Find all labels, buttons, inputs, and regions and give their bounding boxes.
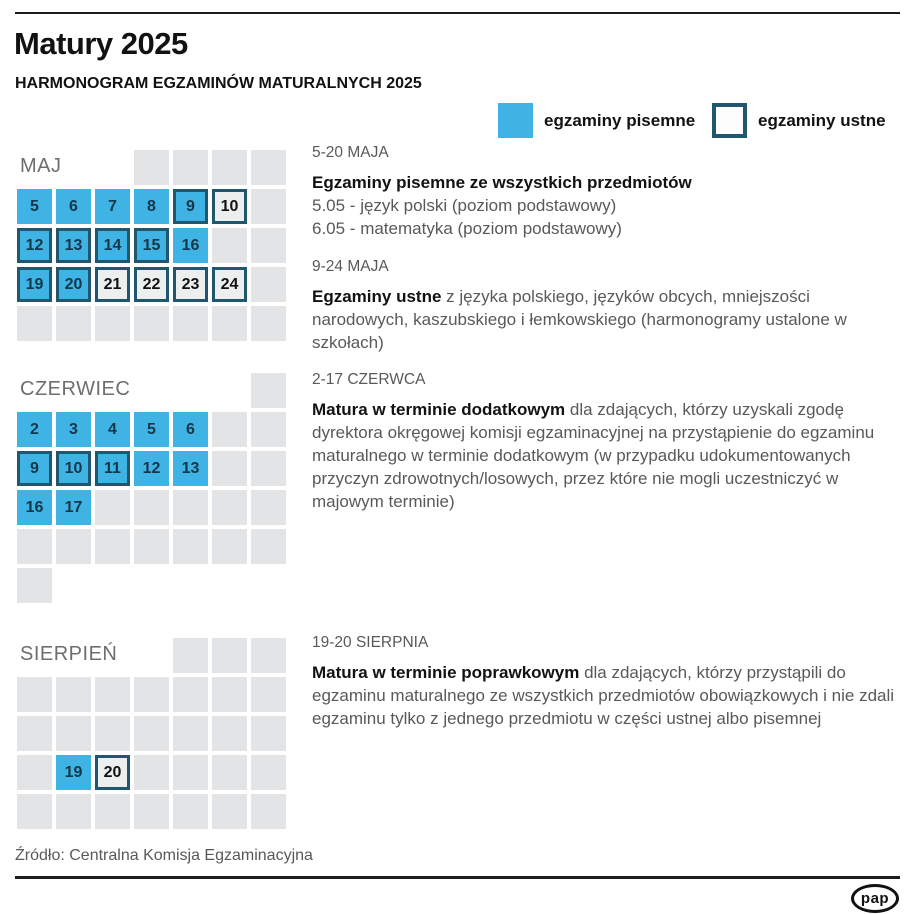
day-cell-czerwiec-13: 13 [173, 451, 208, 486]
day-cell-sierpien-19: 19 [56, 755, 91, 790]
empty-day-cell [173, 755, 208, 790]
empty-day-cell [212, 794, 247, 829]
legend-oral [712, 103, 886, 138]
section-date: 19-20 SIERPNIA [312, 634, 429, 651]
calendar-grid-maj [17, 150, 297, 341]
empty-day-cell [173, 677, 208, 712]
day-cell-czerwiec-17: 17 [56, 490, 91, 525]
empty-day-cell [212, 716, 247, 751]
month-label-czerwiec: CZERWIEC [20, 378, 131, 400]
day-cell-czerwiec-5: 5 [134, 412, 169, 447]
empty-day-cell [134, 150, 169, 185]
empty-day-cell [251, 228, 286, 263]
empty-day-cell [212, 529, 247, 564]
day-cell-maj-15: 15 [134, 228, 169, 263]
empty-day-cell [173, 794, 208, 829]
section-heading: Matura w terminie poprawkowym [312, 663, 580, 682]
page-title: Matury 2025 [14, 26, 188, 61]
section-maj-pisemne [312, 144, 910, 240]
empty-day-cell [56, 306, 91, 341]
day-cell-sierpien-20: 20 [95, 755, 130, 790]
oral-exam-swatch-icon [712, 103, 747, 138]
empty-day-cell [212, 755, 247, 790]
section-detail-line: 6.05 - matematyka (poziom podstawowy) [312, 219, 622, 238]
bottom-rule [15, 876, 900, 879]
legend-written-label: egzaminy pisemne [544, 110, 696, 130]
empty-day-cell [251, 716, 286, 751]
empty-day-cell [173, 716, 208, 751]
empty-day-cell [56, 677, 91, 712]
day-cell-maj-20: 20 [56, 267, 91, 302]
empty-day-cell [251, 373, 286, 408]
section-description: z języka polskiego, języków obcych, mniejszości narodowych, kaszubskiego i łemkowskiego (harmonogramy ustalone w szkołach) [312, 287, 847, 352]
day-cell-maj-22: 22 [134, 267, 169, 302]
calendar-grid-sierpien [17, 638, 297, 829]
pap-logo: pap [851, 884, 899, 913]
day-cell-maj-14: 14 [95, 228, 130, 263]
empty-day-cell [251, 150, 286, 185]
empty-day-cell [251, 267, 286, 302]
empty-day-cell [251, 412, 286, 447]
day-cell-maj-10: 10 [212, 189, 247, 224]
empty-day-cell [212, 150, 247, 185]
empty-day-cell [134, 677, 169, 712]
empty-day-cell [212, 638, 247, 673]
empty-day-cell [56, 794, 91, 829]
calendar-czerwiec [17, 373, 297, 603]
section-heading: Egzaminy pisemne ze wszystkich przedmiotów [312, 173, 692, 192]
empty-day-cell [251, 677, 286, 712]
empty-day-cell [251, 529, 286, 564]
empty-day-cell [95, 716, 130, 751]
day-cell-maj-12: 12 [17, 228, 52, 263]
section-date: 2-17 CZERWCA [312, 371, 426, 388]
empty-day-cell [95, 490, 130, 525]
empty-day-cell [95, 677, 130, 712]
day-cell-maj-8: 8 [134, 189, 169, 224]
empty-day-cell [251, 490, 286, 525]
section-body [312, 285, 910, 354]
empty-day-cell [173, 490, 208, 525]
day-cell-czerwiec-10: 10 [56, 451, 91, 486]
section-description: dla zdających, którzy uzyskali zgodę dyrektora okręgowej komisji egzaminacyjnej na przystąpienie do egzaminu maturalnego w terminie dodatkowym (w przypadku udokumentowanych przyczyn zdrowotnych/losowych, przez które nie mogli uczestniczyć w majowym terminie) [312, 400, 875, 511]
empty-day-cell [212, 490, 247, 525]
empty-day-cell [251, 638, 286, 673]
empty-day-cell [173, 638, 208, 673]
section-detail-line: 5.05 - język polski (poziom podstawowy) [312, 196, 617, 215]
day-cell-maj-16: 16 [173, 228, 208, 263]
empty-day-cell [251, 755, 286, 790]
empty-day-cell [134, 755, 169, 790]
section-heading: Matura w terminie dodatkowym [312, 400, 566, 419]
empty-day-cell [251, 451, 286, 486]
page-subtitle: HARMONOGRAM EGZAMINÓW MATURALNYCH 2025 [15, 75, 422, 92]
day-cell-maj-23: 23 [173, 267, 208, 302]
empty-day-cell [251, 794, 286, 829]
empty-day-cell [17, 306, 52, 341]
month-label-sierpien: SIERPIEŃ [20, 643, 118, 665]
empty-day-cell [134, 529, 169, 564]
day-cell-czerwiec-3: 3 [56, 412, 91, 447]
day-cell-maj-21: 21 [95, 267, 130, 302]
day-cell-czerwiec-9: 9 [17, 451, 52, 486]
section-heading: Egzaminy ustne [312, 287, 442, 306]
empty-day-cell [17, 716, 52, 751]
empty-day-cell [212, 677, 247, 712]
section-body [312, 661, 910, 730]
empty-day-cell [212, 306, 247, 341]
empty-day-cell [134, 306, 169, 341]
empty-day-cell [251, 306, 286, 341]
day-cell-czerwiec-12: 12 [134, 451, 169, 486]
empty-day-cell [212, 228, 247, 263]
empty-day-cell [17, 677, 52, 712]
day-cell-czerwiec-6: 6 [173, 412, 208, 447]
section-body [312, 398, 910, 513]
empty-day-cell [134, 490, 169, 525]
section-maj-ustne [312, 258, 910, 354]
section-body [312, 171, 910, 194]
calendar-maj [17, 150, 297, 341]
day-cell-maj-19: 19 [17, 267, 52, 302]
day-cell-maj-5: 5 [17, 189, 52, 224]
top-rule [15, 12, 900, 14]
section-date: 9-24 MAJA [312, 258, 389, 275]
empty-day-cell [17, 794, 52, 829]
empty-day-cell [251, 189, 286, 224]
legend-oral-label: egzaminy ustne [758, 110, 886, 130]
empty-day-cell [17, 529, 52, 564]
day-cell-maj-6: 6 [56, 189, 91, 224]
day-cell-czerwiec-2: 2 [17, 412, 52, 447]
empty-day-cell [134, 794, 169, 829]
empty-day-cell [95, 529, 130, 564]
calendar-grid-czerwiec [17, 373, 297, 603]
day-cell-czerwiec-16: 16 [17, 490, 52, 525]
day-cell-maj-7: 7 [95, 189, 130, 224]
day-cell-maj-13: 13 [56, 228, 91, 263]
empty-day-cell [95, 794, 130, 829]
written-exam-swatch-icon [498, 103, 533, 138]
source-note: Źródło: Centralna Komisja Egzaminacyjna [15, 847, 313, 864]
section-czerwiec-dodatkowy [312, 371, 910, 513]
section-date: 5-20 MAJA [312, 144, 389, 161]
empty-day-cell [134, 716, 169, 751]
empty-day-cell [212, 451, 247, 486]
day-cell-czerwiec-11: 11 [95, 451, 130, 486]
empty-day-cell [56, 716, 91, 751]
month-label-maj: MAJ [20, 155, 62, 177]
section-description: dla zdających, którzy przystąpili do egzaminu maturalnego ze wszystkich przedmiotów obowiązkowych i nie zdali egzaminu tylko z jednego przedmiotu w części ustnej albo pisemnej [312, 663, 895, 728]
day-cell-czerwiec-4: 4 [95, 412, 130, 447]
empty-day-cell [173, 150, 208, 185]
section-sierpien-poprawkowy [312, 634, 910, 730]
empty-day-cell [173, 529, 208, 564]
calendar-sierpien [17, 638, 297, 829]
empty-day-cell [17, 568, 52, 603]
empty-day-cell [17, 755, 52, 790]
legend-written [498, 103, 695, 138]
empty-day-cell [212, 412, 247, 447]
empty-day-cell [173, 306, 208, 341]
empty-day-cell [95, 306, 130, 341]
day-cell-maj-24: 24 [212, 267, 247, 302]
day-cell-maj-9: 9 [173, 189, 208, 224]
empty-day-cell [56, 529, 91, 564]
